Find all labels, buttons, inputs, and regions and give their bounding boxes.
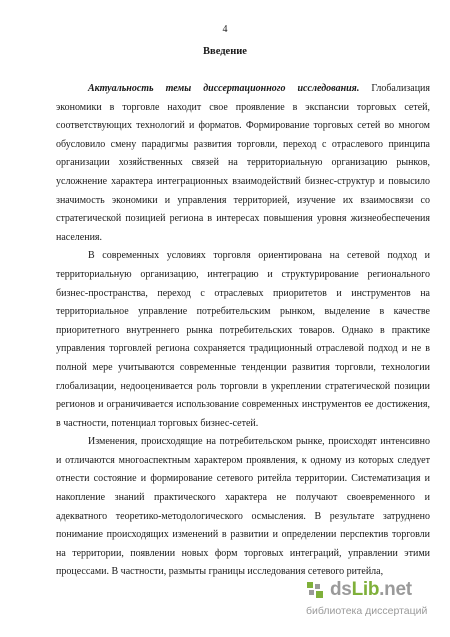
paragraph-1 (56, 80, 430, 247)
paragraph-3 (56, 433, 430, 582)
body-text (56, 80, 430, 582)
dslib-logo-icon (306, 581, 326, 601)
watermark-subtitle: библиотека диссертаций (306, 605, 428, 617)
page-number: 4 (222, 24, 228, 35)
paragraph-text: Изменения, происходящие на потребительском рынке, происходят интенсивно и отличаются многоаспектным характером проявления, к одному из которых следует отнести состояние и формирование сетевого ритейла территории. Систематизация и накопление знаний практического характера не получают своевременного и адекватного теоретико-методологического осмысления. В результате затруднено понимание происходящих изменений в развитии и определении перспектив торговли на территории, появлении новых форм торговых интеграций, управлении этими процессами. В частности, размыты границы исследования сетевого ритейла, (56, 436, 430, 578)
brand-lib: Lib (351, 579, 380, 600)
paragraph-text: Глобализация экономики в торговле находит свое проявление в экспансии торговых сетей, соответствующих технологий и форматов. Формирование торговых сетей во многом обусловило смену парадигмы развития торговли, переход с отраслевого принципа организации хозяйственных связей на территориальную организацию рынков, усложнение характера интеграционных взаимодействий бизнес-структур и повысило значимость экономики и управления территорией, изучение их взаимосвязи со стратегической позицией региона в интересах повышения уровня жизнеобеспечения населения. (56, 83, 430, 243)
watermark (306, 581, 436, 625)
brand-net: .net (379, 579, 412, 600)
paragraph-lead: Актуальность темы диссертационного исследования. (88, 83, 360, 94)
brand-ds: ds (330, 579, 352, 600)
paragraph-text: В современных условиях торговля ориентирована на сетевой подход и территориальную организацию, интеграцию и структурирование регионального бизнес-пространства, переход с отраслевых приоритетов и инструментов на территориальное управление потребительским рынком, выделение в качестве приоритетного внутреннего рынка потребительских товаров. Однако в практике управления торговлей региона сохраняется традиционный отраслевой подход и не в полной мере учитываются современные тенденции развития торговли, технологии глобализации, недооценивается роль торговли в укреплении стратегической позиции регионов и ограничивается использование современных инструментов ее достижения, в частности, потенциал торговых бизнес-сетей. (56, 250, 430, 429)
page-title: Введение (203, 46, 247, 57)
watermark-brand (330, 579, 412, 601)
paragraph-2 (56, 247, 430, 433)
